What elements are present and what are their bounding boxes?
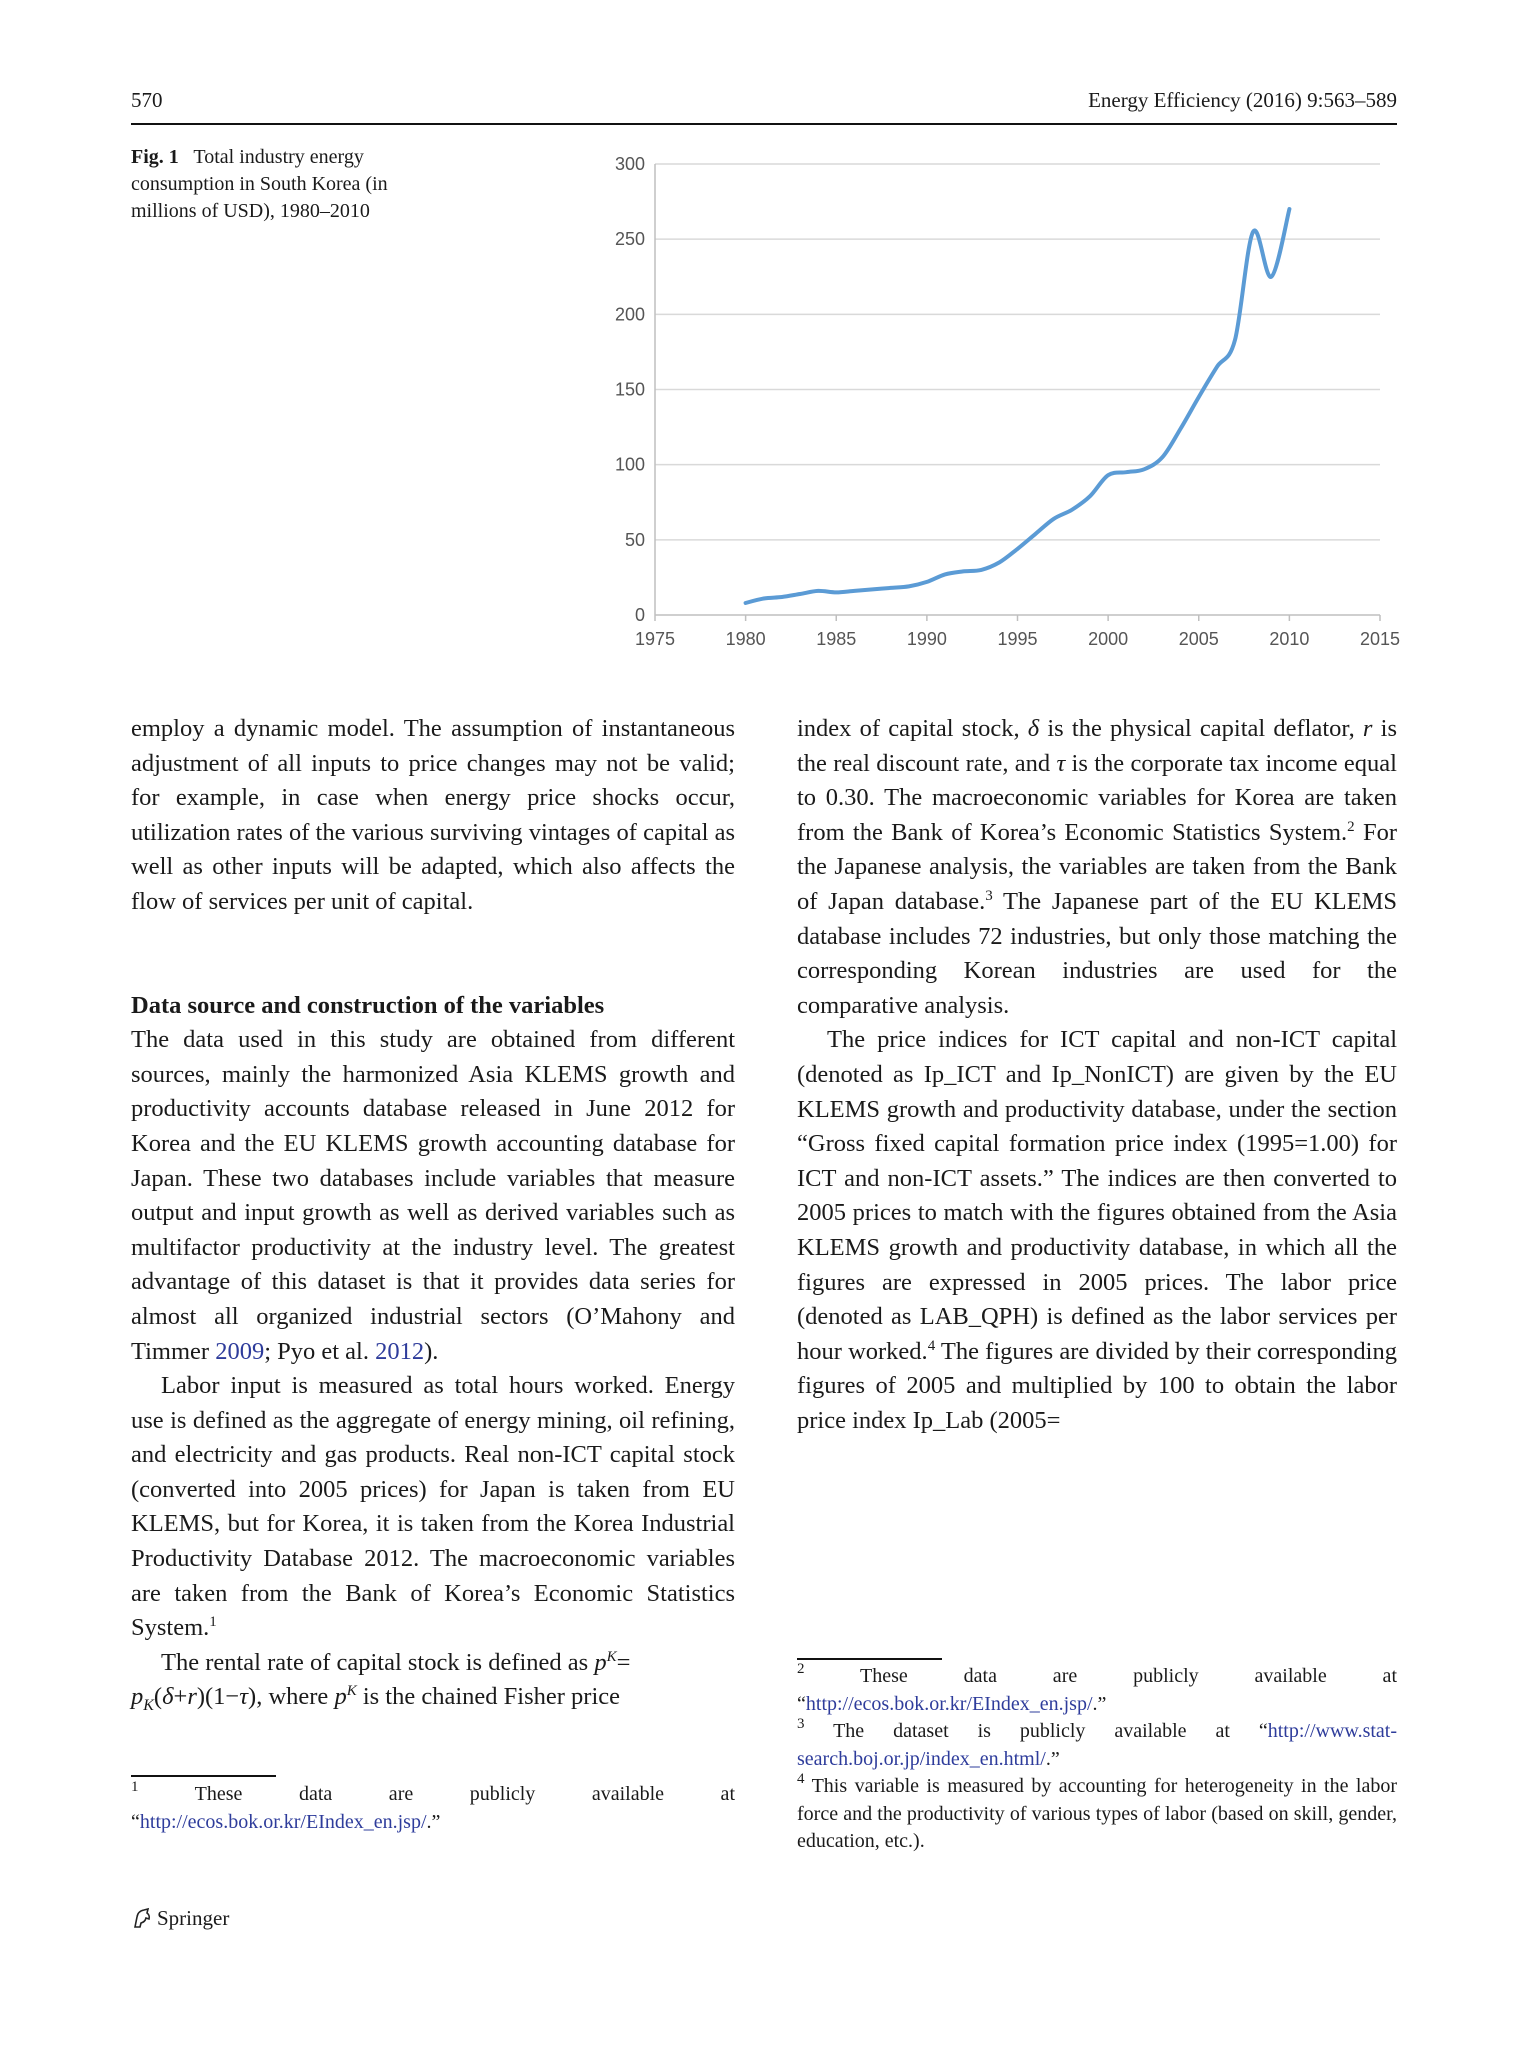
x-tick-label: 2010	[1269, 629, 1310, 649]
footnote-ref-4[interactable]: 4	[927, 1337, 936, 1354]
x-tick-label: 1980	[725, 629, 766, 649]
x-tick-label: 1990	[906, 629, 947, 649]
footnote-1: $^1$ These data are publicly available at “http://ecos.bok.or.kr/EIndex_en.jsp/.”	[131, 1779, 735, 1833]
chart-series	[746, 209, 1290, 603]
chart-axes	[655, 164, 1380, 621]
page-number: 570	[131, 88, 163, 112]
x-tick-label: 1985	[816, 629, 857, 649]
left-column	[131, 712, 735, 1724]
citation-link-2012[interactable]: 2012	[375, 1337, 425, 1365]
figure-label: Fig. 1	[131, 146, 179, 168]
y-tick-label: 300	[614, 154, 645, 174]
footnote-1-link[interactable]: http://ecos.bok.or.kr/EIndex_en.jsp/	[139, 1810, 427, 1833]
chart-y-tick-labels	[615, 154, 645, 625]
header-rule	[131, 123, 1397, 125]
footnote-2: $^2$ These data are publicly available at “http://ecos.bok.or.kr/EIndex_en.jsp/.”	[797, 1661, 1397, 1715]
energy-consumption-chart	[600, 148, 1400, 668]
footnote-ref-3[interactable]: 3	[985, 887, 993, 904]
y-tick-label: 150	[614, 379, 645, 400]
citation-link-2009[interactable]: 2009	[215, 1337, 265, 1365]
springer-horse-icon	[131, 1907, 153, 1929]
footnote-ref-2[interactable]: 2	[1347, 818, 1355, 835]
footnote-3: $^3$ The dataset is publicly available at “http://www.stat-search.boj.or.jp/index_en.html/.”	[797, 1716, 1397, 1770]
chart-gridlines	[655, 164, 1380, 540]
paragraph: The rental rate of capital stock is defined as $p^K=$ $p_K(\delta+r)(1-\tau)$, where $p^K$ is the chained Fisher price	[131, 1648, 631, 1715]
x-tick-label: 1975	[634, 629, 676, 649]
paragraph: The data used in this study are obtained from different sources, mainly the harmonized Asia KLEMS growth and productivity accounts database released in June 2012 for Korea and the EU KLEMS growth accounting database for Japan. These two databases include variables that measure output and input growth as well as derived variables such as multifactor productivity at the industry level. The greatest advantage of this dataset is that it provides data series for almost all organized industrial sectors (O’Mahony and Timmer 2009; Pyo et al. 2012).	[131, 1026, 735, 1365]
figure-caption-text: Total industry energy consumption in South Korea (in millions of USD), 1980–2010	[131, 146, 388, 222]
paragraph: employ a dynamic model. The assumption of instantaneous adjustment of all inputs to price changes may not be valid; for example, in case when energy price shocks occur, utilization rates of the various surviving vintages of capital as well as other inputs will be adapted, which also affects the flow of services per unit of capital.	[131, 715, 735, 915]
x-tick-label: 1995	[997, 629, 1038, 649]
y-tick-label: 50	[624, 529, 645, 550]
publisher-name: Springer	[157, 1906, 230, 1930]
right-column	[797, 712, 1397, 1438]
footnote-2-link[interactable]: http://ecos.bok.or.kr/EIndex_en.jsp/	[805, 1692, 1093, 1715]
series-line	[746, 209, 1290, 603]
chart-x-tick-labels	[635, 629, 1400, 649]
footnote-4: $^4$ This variable is measured by accounting for heterogeneity in the labor force and the productivity of various types of labor (based on skill, gender, education, etc.).	[797, 1771, 1397, 1852]
footnote-3-link[interactable]: http://www.stat-search.boj.or.jp/index_en.html/	[797, 1720, 1397, 1770]
x-tick-label: 2000	[1088, 629, 1129, 649]
footnote-rule	[797, 1658, 942, 1660]
y-tick-label: 200	[614, 304, 645, 325]
y-tick-label: 250	[614, 229, 645, 250]
footnote-ref-1[interactable]: 1	[209, 1614, 217, 1631]
y-tick-label: 0	[634, 605, 645, 625]
section-heading: Data source and construction of the variables	[131, 991, 605, 1019]
paragraph: index of capital stock, δ is the physical capital deflator, r is the real discount rate, and τ is the corporate tax income equal to 0.30. The macroeconomic variables for Korea are taken from the Bank of Korea’s Economic Statistics System.$^2$ For the Japanese analysis, the variables are taken from the Bank of Japan database.$^3$ The Japanese part of the EU KLEMS database includes 72 industries, but only those matching the corresponding Korean industries are used for the comparative analysis.	[797, 715, 1397, 1019]
publisher-logo	[131, 1906, 229, 1931]
footnote-rule	[131, 1775, 276, 1777]
paragraph: The price indices for ICT capital and non-ICT capital (denoted as Ip_ICT and Ip_NonICT) are given by the EU KLEMS growth and productivity database, under the section “Gross fixed capital formation price index (1995=1.00) for ICT and non-ICT assets.” The indices are then converted to 2005 prices to match with the figures obtained from the Asia KLEMS growth and productivity database, in which all the figures are expressed in 2005 prices. The labor price (denoted as LAB_QPH) is defined as the labor services per hour worked.$^4$ The figures are divided by their corresponding figures of 2005 and multiplied by 100 to obtain the labor price index Ip_Lab (2005=	[797, 1026, 1397, 1434]
x-tick-label: 2015	[1359, 629, 1400, 649]
footnotes-right	[797, 1663, 1397, 1856]
x-tick-label: 2005	[1178, 629, 1219, 649]
y-tick-label: 100	[614, 454, 645, 475]
figure-caption	[131, 144, 451, 225]
paragraph: Labor input is measured as total hours worked. Energy use is defined as the aggregate of energy mining, oil refining, and electricity and gas products. Real non-ICT capital stock (converted into 2005 prices) for Japan is taken from EU KLEMS, but for Korea, it is taken from the Korea Industrial Productivity Database 2012. The macroeconomic variables are taken from the Bank of Korea’s Economic Statistics System.$^1$	[131, 1372, 735, 1642]
journal-citation: Energy Efficiency (2016) 9:563–589	[1088, 88, 1397, 112]
